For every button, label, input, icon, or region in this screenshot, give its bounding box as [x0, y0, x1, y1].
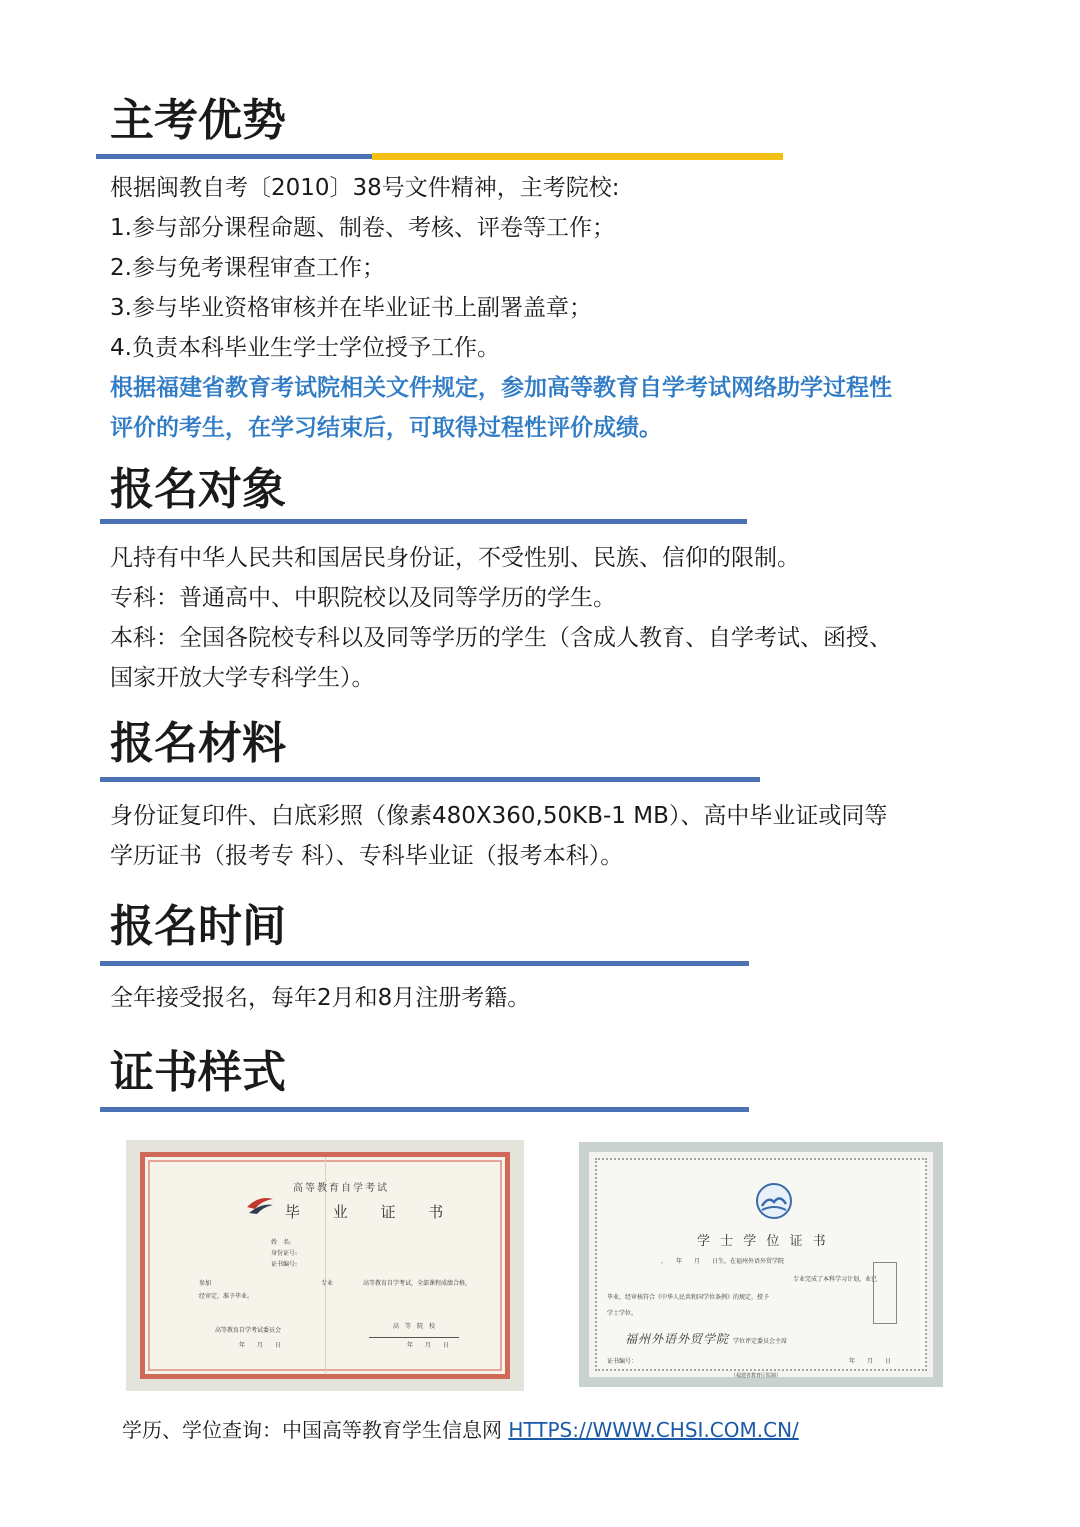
cert-date: 年 月 日: [239, 1342, 282, 1349]
materials-line: 学历证书（报考专 科）、专科毕业证（报考本科）。: [110, 843, 624, 869]
cert-field-number: 证书编号:: [271, 1261, 298, 1268]
cert-date: 年 月 日: [407, 1342, 450, 1349]
degree-signature: 福州外语外贸学院: [625, 1332, 730, 1346]
degree-line: 学士学位。: [607, 1310, 638, 1317]
cert-field-id: 身份证号:: [271, 1250, 298, 1257]
query-label: 学历、学位查询：中国高等教育学生信息网: [122, 1418, 502, 1442]
chsi-link[interactable]: HTTPS://WWW.CHSI.COM.CN/: [508, 1418, 799, 1442]
heading-underline: [100, 1107, 749, 1112]
heading-underline-accent: [372, 153, 783, 160]
eligibility-line: 国家开放大学专科学生）。: [110, 665, 375, 691]
cert-header: 高等教育自学考试: [293, 1183, 389, 1194]
heading-underline: [96, 154, 374, 159]
eligibility-line: 凡持有中华人民共和国居民身份证，不受性别、民族、信仰的限制。: [110, 545, 800, 571]
heading-advantages: 主考优势: [110, 95, 286, 146]
cert-field-name: 姓 名:: [271, 1239, 292, 1246]
certificate-border: [140, 1152, 510, 1379]
heading-underline: [100, 777, 760, 782]
cert-major: 专业: [321, 1280, 334, 1287]
signature-line: [369, 1337, 459, 1338]
university-emblem-icon: [755, 1182, 793, 1220]
materials-line: 身份证复印件、白底彩照（像素480X360,50KB-1 MB）、高中毕业证或同等: [110, 803, 888, 829]
heading-materials: 报名材料: [110, 718, 286, 769]
eligibility-line: 专科：普通高中、中职院校以及同等学历的学生。: [110, 585, 616, 611]
photo-seal-box: [873, 1262, 897, 1324]
cert-approved: 经审定，准予毕业。: [199, 1293, 254, 1300]
degree-line: 毕业，经审核符合《中华人民共和国学位条例》的规定，授予: [607, 1294, 770, 1301]
cert-title: 毕 业 证 书: [285, 1203, 458, 1221]
cert-courses: 高等教育自学考试，全部课程成绩合格，: [363, 1280, 472, 1287]
advantages-line: 1.参与部分课程命题、制卷、考核、评卷等工作；: [110, 215, 615, 241]
cert-participate: 参加: [199, 1280, 212, 1287]
degree-cert-no: 证书编号：: [607, 1358, 638, 1365]
heading-eligibility: 报名对象: [110, 464, 286, 515]
advantages-line: 4.负责本科毕业生学士学位授予工作。: [110, 335, 500, 361]
query-footer: [122, 1413, 799, 1447]
degree-certificate-image: [579, 1142, 943, 1387]
advantages-line: 根据闽教自考〔2010〕38号文件精神，主考院校:: [110, 175, 620, 201]
advantages-line: 3.参与毕业资格审核并在毕业证书上副署盖章；: [110, 295, 592, 321]
heading-time: 报名时间: [110, 901, 286, 952]
advantages-highlight: 评价的考生，在学习结束后，可取得过程性评价成绩。: [110, 415, 662, 441]
heading-underline: [100, 519, 747, 524]
degree-line: 专业完成了本科学习计划，业已: [793, 1276, 878, 1283]
advantages-line: 2.参与免考课程审查工作；: [110, 255, 385, 281]
cert-committee: 高等教育自学考试委员会: [215, 1327, 282, 1334]
certificate-border: [595, 1158, 927, 1379]
graduation-certificate-image: [126, 1140, 524, 1391]
degree-footnote: （福建省教育厅监制）: [731, 1373, 782, 1379]
heading-certificate: 证书样式: [110, 1047, 286, 1098]
cert-school: 高 等 院 校: [393, 1323, 436, 1330]
exam-logo-icon: [245, 1193, 275, 1215]
degree-title: 学 士 学 位 证 书: [697, 1234, 829, 1249]
degree-line: ， 年 月 日生，在福州外语外贸学院: [661, 1258, 785, 1265]
eligibility-line: 本科：全国各院校专科以及同等学历的学生（含成人教育、自学考试、函授、: [110, 625, 892, 651]
degree-committee: 学位评定委员会主席: [733, 1338, 788, 1345]
heading-underline: [100, 961, 749, 966]
advantages-highlight: 根据福建省教育考试院相关文件规定，参加高等教育自学考试网络助学过程性: [110, 375, 892, 401]
degree-date: 年 月 日: [849, 1358, 892, 1365]
time-line: 全年接受报名，每年2月和8月注册考籍。: [110, 985, 531, 1011]
